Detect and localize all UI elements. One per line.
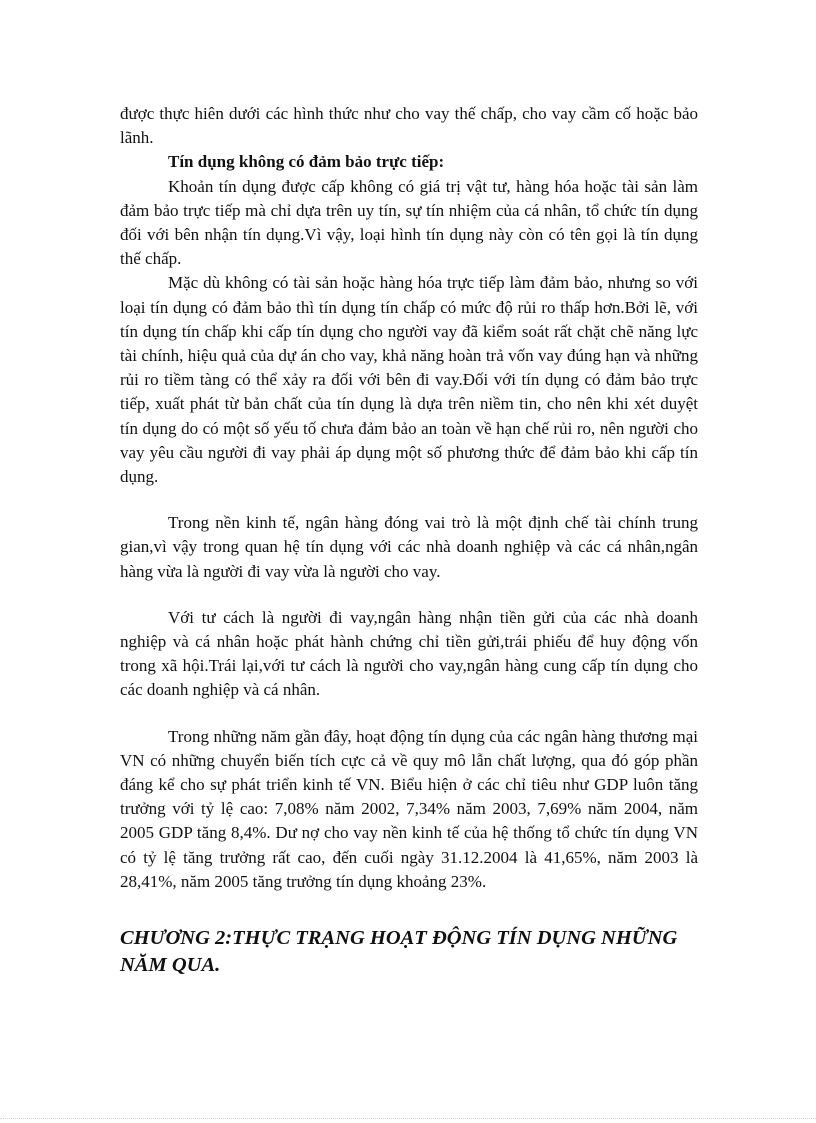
paragraph-unsecured-credit-risk: Mặc dù không có tài sản hoặc hàng hóa trực tiếp làm đảm bảo, nhưng so với loại tín dụng có đảm bảo thì tín dụng tín chấp có mức độ rủi ro thấp hơn.Bởi lẽ, với tín dụng tín chấp khi cấp tín dụng cho người vay đã kiểm soát rất chặt chẽ năng lực tài chính, hiệu quả của dự án cho vay, khả năng hoàn trả vốn vay đúng hạn và những rủi ro tiềm tàng có thể xảy ra đối với bên đi vay.Đối với tín dụng có đảm bảo trực tiếp, xuất phát từ bản chất của tín dụng là dựa trên niềm tin, cho nên khi xét duyệt tín dụng do có một số yếu tố chưa đảm bảo an toàn về hạn chế rủi ro, nên người cho vay yêu cầu người đi vay phải áp dụng một số phương thức để đảm bảo khi cấp tín dụng. [120,273,698,487]
page-bottom-divider [0,1118,816,1119]
chapter-heading: CHƯƠNG 2:THỰC TRẠNG HOẠT ĐỘNG TÍN DỤNG NHỮNG NĂM QUA. [120,927,678,977]
section-heading-unsecured-credit: Tín dụng không có đảm bảo trực tiếp: [168,152,445,172]
page-body [120,102,698,979]
paragraph-bank-borrower-lender: Với tư cách là người đi vay,ngân hàng nhận tiền gửi của các nhà doanh nghiệp và cá nhân hoặc phát hành chứng chỉ tiền gửi,trái phiếu để huy động vốn trong xã hội.Trái lại,với tư cách là người cho vay,ngân hàng cung cấp tín dụng cho các doanh nghiệp và cá nhân. [120,607,698,700]
paragraph-unsecured-credit-definition: Khoản tín dụng được cấp không có giá trị vật tư, hàng hóa hoặc tài sản làm đảm bảo trực tiếp mà chỉ dựa trên uy tín, sự tín nhiệm của cá nhân, tổ chức tín dụng đối với bên nhận tín dụng.Vì vậy, loại hình tín dụng này còn có tên gọi là tín dụng thế chấp. [120,176,698,269]
paragraph-continuation: được thực hiên dưới các hình thức như cho vay thế chấp, cho vay cầm cố hoặc bảo lãnh. [120,104,698,148]
paragraph-credit-growth: Trong những năm gần đây, hoạt động tín dụng của các ngân hàng thương mại VN có những chuyển biến tích cực cả về quy mô lẫn chất lượng, qua đó góp phần đáng kể cho sự phát triển kinh tế VN. Biểu hiện ở các chỉ tiêu như GDP luôn tăng trưởng với tỷ lệ cao: 7,08% năm 2002, 7,34% năm 2003, 7,69% năm 2004, năm 2005 GDP tăng 8,4%. Dư nợ cho vay nền kinh tế của hệ thống tổ chức tín dụng VN có tỷ lệ tăng trưởng rất cao, đến cuối ngày 31.12.2004 là 41,65%, năm 2003 là 28,41%, năm 2005 tăng trưởng tín dụng khoảng 23%. [120,726,698,891]
paragraph-bank-intermediary: Trong nền kinh tế, ngân hàng đóng vai trò là một định chế tài chính trung gian,vì vậy trong quan hệ tín dụng với các nhà doanh nghiệp và các cá nhân,ngân hàng vừa là người đi vay vừa là người cho vay. [120,513,698,581]
